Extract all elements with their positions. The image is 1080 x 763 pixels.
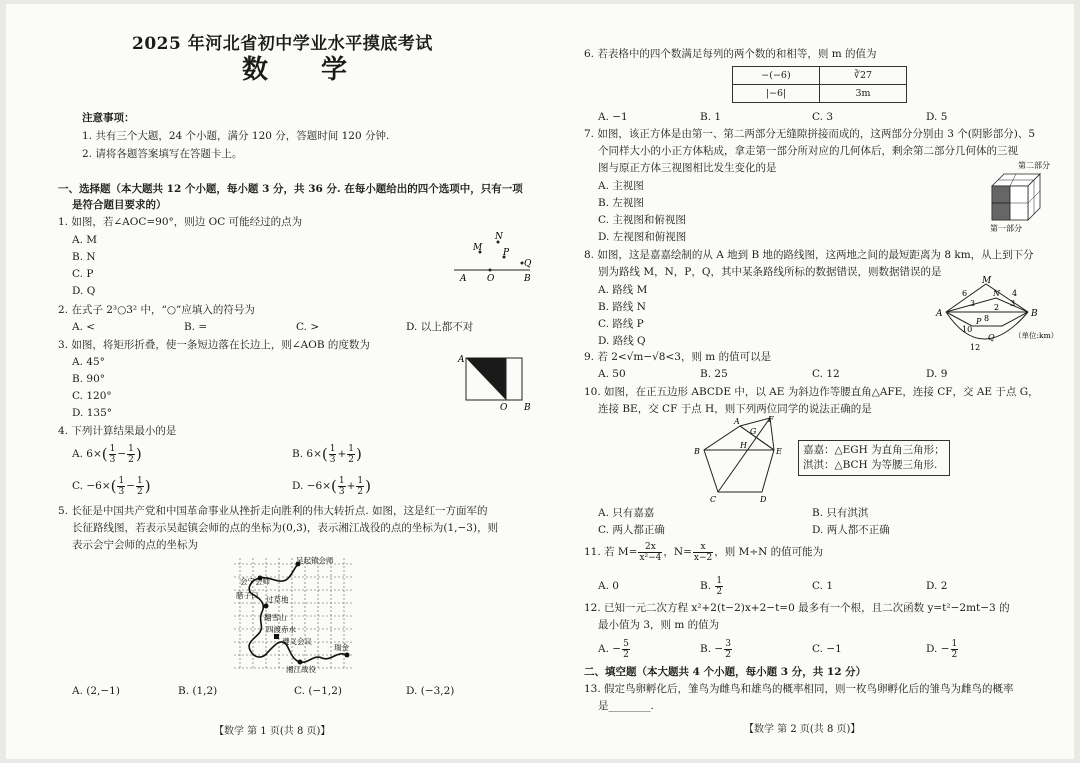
q8-label-a: A xyxy=(936,309,943,319)
q8-label-b: B xyxy=(1031,309,1038,319)
q5-option-d: D. (−3,2) xyxy=(406,685,455,697)
section-1-heading-cont: 是符合题目要求的） xyxy=(72,199,167,211)
q4b-f2d: 2 xyxy=(348,454,355,465)
q4d-f1d: 3 xyxy=(338,486,345,497)
q9-stem: 9. 若 2<√m−√8<3，则 m 的值可以是 xyxy=(584,351,772,363)
q3-label-o: O xyxy=(500,403,508,413)
q12d-pre: D. − xyxy=(926,643,950,655)
q4c-f1n: 1 xyxy=(118,475,125,486)
q8-num-2: 4 xyxy=(1012,289,1018,298)
q11-stem xyxy=(584,540,823,564)
q1-label-o: O xyxy=(487,274,495,284)
q6-option-c: C. 3 xyxy=(812,111,834,123)
q8-num-3: 3 xyxy=(970,299,976,308)
q2-option-c: C. > xyxy=(296,321,320,333)
q4d-lparen: ( xyxy=(331,477,337,495)
q12-line-2: 最小值为 3，则 m 的值为 xyxy=(598,619,720,631)
q11-option-b xyxy=(700,574,724,598)
map-label-wuqi: 吴起镇会师 xyxy=(296,556,334,565)
q3-option-b: B. 90° xyxy=(72,373,106,385)
q11-post: ，则 M÷N 的值可能为 xyxy=(714,546,824,558)
q4d-f2n: 1 xyxy=(357,475,364,486)
q4b-prefix: B. 6× xyxy=(292,448,322,460)
page-2-footer: 【数学 第 2 页(共 8 页)】 xyxy=(744,724,861,735)
q11-option-c: C. 1 xyxy=(812,580,834,592)
map-label-lazikou: 腊子口 xyxy=(236,591,259,600)
map-label-grassland: 过草地 xyxy=(266,595,289,604)
q11-m-den: x²−4 xyxy=(639,552,662,563)
q4-option-b xyxy=(292,442,362,466)
q7-option-a: A. 主视图 xyxy=(598,180,644,192)
q12a-num: 5 xyxy=(623,638,629,649)
q12-option-d xyxy=(926,637,959,661)
q7-line-3: 图与原正方体三视图相比发生变化的是 xyxy=(598,162,777,174)
q2-option-d: D. 以上都不对 xyxy=(406,321,474,333)
q5-line-3: 表示会宁会师的点的坐标为 xyxy=(72,539,198,551)
q4a-f2n: 1 xyxy=(128,443,134,454)
q4c-f1d: 3 xyxy=(118,486,125,497)
q2-option-a: A. < xyxy=(72,321,96,333)
q3-label-a: A xyxy=(458,355,465,365)
q7-label-part1: 第一部分 xyxy=(990,224,1022,233)
q6-value-table xyxy=(732,66,907,103)
q10-option-a: A. 只有嘉嘉 xyxy=(598,507,655,519)
q11-n-num: x xyxy=(693,542,713,553)
q7-label-part2: 第二部分 xyxy=(1018,161,1050,170)
q1-label-m: M xyxy=(473,243,483,253)
q8-num-8: 12 xyxy=(970,343,981,352)
q6-table-row xyxy=(733,67,907,85)
q4c-lparen: ( xyxy=(110,477,117,495)
q7-cube-figure xyxy=(982,158,1072,234)
q12d-frac xyxy=(951,639,959,660)
map-label-huining: 会宁会师 xyxy=(240,577,270,586)
q11b-den: 2 xyxy=(716,586,723,597)
q10-option-d: D. 两人都不正确 xyxy=(812,524,890,536)
q9-option-c: C. 12 xyxy=(812,368,840,380)
q4d-f2d: 2 xyxy=(357,486,364,497)
q4a-frac2 xyxy=(127,444,135,465)
q7-option-d: D. 左视图和俯视图 xyxy=(598,231,687,243)
exam-page-2 xyxy=(544,4,1074,759)
q10-label-d: D xyxy=(760,495,767,504)
q12b-num: 3 xyxy=(725,638,731,649)
q10-label-f: F xyxy=(768,415,774,424)
q4d-f1n: 1 xyxy=(338,475,345,486)
q7-option-c: C. 主视图和俯视图 xyxy=(598,214,686,226)
q1-stem: 1. 如图，若∠AOC=90°，则边 OC 可能经过的点为 xyxy=(58,216,303,228)
q8-label-q: Q xyxy=(988,333,995,342)
q6-cell-r2c1: |−6| xyxy=(733,85,820,103)
q11-option-a: A. 0 xyxy=(598,580,619,592)
q4d-prefix: D. −6× xyxy=(292,480,331,492)
q4a-f1d: 3 xyxy=(109,454,116,465)
q6-table-row xyxy=(733,85,907,103)
q4b-f1d: 3 xyxy=(329,454,336,465)
q3-option-a: A. 45° xyxy=(72,356,105,368)
q5-line-1: 5. 长征是中国共产党和中国革命事业从挫折走向胜利的伟大转折点. 如图，这是红一方面军的 xyxy=(58,505,488,517)
q10-label-e: E xyxy=(776,447,782,456)
q2-stem: 2. 在式子 2³○3² 中，“○”应填入的符号为 xyxy=(58,304,255,316)
q1-option-a: A. M xyxy=(72,234,98,246)
q5-option-a: A. (2,−1) xyxy=(72,685,120,697)
section-2-heading: 二、填空题（本大题共 4 个小题，每小题 3 分，共 12 分） xyxy=(584,666,867,678)
q10-option-b: B. 只有淇淇 xyxy=(812,507,869,519)
q4c-frac2 xyxy=(136,476,144,497)
q5-line-2: 长征路线图，若表示吴起镇会师的点的坐标为(0,3)，表示湘江战役的点的坐标为(1,−3)，则 xyxy=(72,522,499,534)
q12b-pre: B. − xyxy=(700,643,724,655)
q11-option-d: D. 2 xyxy=(926,580,948,592)
q6-cell-r2c2: 3m xyxy=(820,85,907,103)
map-label-xiangjiang: 湘江战役 xyxy=(286,665,316,674)
q11b-frac xyxy=(715,576,723,597)
q4a-prefix: A. 6× xyxy=(72,448,102,460)
exam-title: 2025 年河北省初中学业水平摸底考试 xyxy=(132,34,433,54)
q10-pentagon-figure xyxy=(690,414,790,506)
q8-num-5: 2 xyxy=(994,303,1000,312)
q12b-frac xyxy=(724,639,732,660)
q10-line-1: 10. 如图，在正五边形 ABCDE 中，以 AE 为斜边作等腰直角△AFE，连接 CF，交 AE 于点 G， xyxy=(584,386,1039,398)
q10-label-g: G xyxy=(750,427,757,436)
q7-line-1: 7. 如图，该正方体是由第一、第二两部分无缝隙拼接而成的，这两部分分别由 3 个(阴影部分)、5 xyxy=(584,128,1036,140)
q1-label-p: P xyxy=(503,248,510,258)
q4a-frac1 xyxy=(109,444,117,465)
q1-label-b: B xyxy=(524,274,531,284)
q13-line-2: 是________. xyxy=(598,700,654,712)
q4c-rparen: ) xyxy=(144,477,151,495)
q11-n-den: x−2 xyxy=(693,552,713,563)
q4a-op: − xyxy=(117,448,127,460)
q10-option-c: C. 两人都正确 xyxy=(598,524,665,536)
q8-unit: （单位:km） xyxy=(1014,331,1059,340)
q6-option-a: A. −1 xyxy=(598,111,628,123)
q6-option-d: D. 5 xyxy=(926,111,948,123)
q12a-den: 2 xyxy=(623,649,629,660)
q8-num-7: 10 xyxy=(962,325,973,334)
q8-label-m: M xyxy=(982,276,992,286)
q6-option-b: B. 1 xyxy=(700,111,722,123)
q11-pre: 11. 若 M= xyxy=(584,546,638,558)
notice-item-2: 2. 请将各题答案填写在答题卡上。 xyxy=(82,148,243,160)
q11-frac-m xyxy=(638,542,662,563)
q12b-den: 2 xyxy=(725,649,731,660)
q8-option-d: D. 路线 Q xyxy=(598,335,646,347)
q3-option-d: D. 135° xyxy=(72,407,113,419)
q4b-rparen: ) xyxy=(356,445,362,463)
q4a-f2d: 2 xyxy=(128,454,134,465)
q11b-pre: B. xyxy=(700,580,712,592)
q4b-lparen: ( xyxy=(321,445,328,463)
q4b-frac1 xyxy=(329,444,337,465)
q4-option-c xyxy=(72,474,151,498)
q8-option-a: A. 路线 M xyxy=(598,284,648,296)
exam-page-1 xyxy=(6,4,540,759)
q11-frac-n xyxy=(693,542,713,563)
q12-option-a xyxy=(598,637,631,661)
q5-option-c: C. (−1,2) xyxy=(294,685,343,697)
map-label-snow-mountain: 翻雪山 xyxy=(264,613,287,622)
q4-option-d xyxy=(292,474,371,498)
q3-option-c: C. 120° xyxy=(72,390,112,402)
q3-fold-figure xyxy=(454,350,534,414)
q12a-pre: A. − xyxy=(598,643,622,655)
q7-line-2: 个同样大小的小正方体粘成，拿走第一部分所对应的几何体后，剩余第二部分几何体的三视 xyxy=(598,145,1018,157)
q4a-rparen: ) xyxy=(135,445,142,463)
q1-option-d: D. Q xyxy=(72,285,96,297)
q4d-frac1 xyxy=(338,476,346,497)
q1-label-a: A xyxy=(460,274,467,284)
map-label-chishui: 四渡赤水 xyxy=(266,625,296,634)
q10-statement-jiajia: 嘉嘉：△EGH 为直角三角形； xyxy=(803,444,945,456)
q8-line-2: 别为路线 M，N，P，Q，其中某条路线所标的数据错误，则数据错误的是 xyxy=(598,266,942,278)
q4b-frac2 xyxy=(347,444,355,465)
q8-num-4: 3 xyxy=(1010,299,1016,308)
q4b-f1n: 1 xyxy=(329,443,336,454)
q4d-rparen: ) xyxy=(365,477,371,495)
q6-cell-r1c2: ∛27 xyxy=(820,67,907,85)
map-label-zunyi: 遵义会议 xyxy=(282,637,312,646)
q4c-frac1 xyxy=(117,476,125,497)
notice-heading: 注意事项： xyxy=(82,112,135,124)
q7-option-b: B. 左视图 xyxy=(598,197,644,209)
q10-line-2: 连接 BE，交 CF 于点 H，则下列两位同学的说法正确的是 xyxy=(598,403,872,415)
q8-label-p: P xyxy=(976,317,982,326)
q8-option-c: C. 路线 P xyxy=(598,318,644,330)
q4c-f2n: 1 xyxy=(137,475,143,486)
q4c-f2d: 2 xyxy=(137,486,143,497)
q10-label-h: H xyxy=(740,441,747,450)
q10-statements-box xyxy=(798,440,950,476)
q4b-f2n: 1 xyxy=(348,443,355,454)
q1-angle-figure xyxy=(446,228,536,284)
q12d-den: 2 xyxy=(951,649,958,660)
q10-statement-qiqi: 淇淇：△BCH 为等腰三角形. xyxy=(803,459,938,471)
q1-label-q: Q xyxy=(524,259,532,269)
q10-label-b: B xyxy=(694,447,700,456)
q9-option-b: B. 25 xyxy=(700,368,728,380)
q10-label-c: C xyxy=(710,495,717,504)
subject-heading: 数 学 xyxy=(242,55,370,85)
q8-line-1: 8. 如图，这是嘉嘉绘制的从 A 地到 B 地的路线图，这两地之间的最短距离为 8 km，从上到下分 xyxy=(584,249,1034,261)
q11-mid: ，N= xyxy=(663,546,692,558)
q12-line-1: 12. 已知一元二次方程 x²+2(t−2)x+2−t=0 最多有一个根，且二次函数 y=t²−2mt−3 的 xyxy=(584,602,1010,614)
q1-option-c: C. P xyxy=(72,268,94,280)
long-march-map xyxy=(230,554,360,674)
q4b-op: + xyxy=(337,448,347,460)
q9-option-d: D. 9 xyxy=(926,368,948,380)
q8-option-b: B. 路线 N xyxy=(598,301,646,313)
notice-item-1: 1. 共有三个大题，24 个小题，满分 120 分，答题时间 120 分钟. xyxy=(82,130,390,142)
q11-m-num: 2x xyxy=(638,542,662,553)
q11b-num: 1 xyxy=(716,575,723,586)
q1-label-n: N xyxy=(495,232,503,242)
q12-option-b xyxy=(700,637,733,661)
q3-stem: 3. 如图，将矩形折叠，使一条短边落在长边上，则∠AOB 的度数为 xyxy=(58,339,370,351)
q8-num-6: 8 xyxy=(984,314,990,323)
q4d-op: + xyxy=(346,480,356,492)
section-1-heading: 一、选择题（本大题共 12 个小题，每小题 3 分，共 36 分. 在每小题给出的四个选项中，只有一项 xyxy=(58,183,523,195)
q13-line-1: 13. 假定鸟卵孵化后，雏鸟为雌鸟和雄鸟的概率相同，则一枚鸟卵孵化后的雏鸟为雌鸟的概率 xyxy=(584,683,1014,695)
q6-stem: 6. 若表格中的四个数满足每列的两个数的和相等，则 m 的值为 xyxy=(584,48,877,60)
q4c-op: − xyxy=(126,480,136,492)
q6-cell-r1c1: −(−6) xyxy=(733,67,820,85)
q12-option-c: C. −1 xyxy=(812,643,842,655)
exam-sheet xyxy=(6,4,1074,759)
q4a-f1n: 1 xyxy=(109,443,116,454)
page-1-footer: 【数学 第 1 页(共 8 页)】 xyxy=(214,726,331,737)
q5-option-b: B. (1,2) xyxy=(178,685,218,697)
q4a-lparen: ( xyxy=(101,445,108,463)
q12a-frac xyxy=(622,639,630,660)
q8-label-n: N xyxy=(993,289,1000,298)
q9-option-a: A. 50 xyxy=(598,368,626,380)
q4c-prefix: C. −6× xyxy=(72,480,111,492)
q8-num-1: 6 xyxy=(962,289,968,298)
q8-route-figure xyxy=(932,276,1072,356)
q4-stem: 4. 下列计算结果最小的是 xyxy=(58,425,177,437)
q10-label-a: A xyxy=(734,417,740,426)
q12d-num: 1 xyxy=(951,638,958,649)
q4d-frac2 xyxy=(356,476,364,497)
q1-option-b: B. N xyxy=(72,251,96,263)
q3-label-b: B xyxy=(524,403,531,413)
q4-option-a xyxy=(72,442,142,466)
q2-option-b: B. = xyxy=(184,321,208,333)
map-label-ruijin: 瑞金 xyxy=(334,643,349,652)
